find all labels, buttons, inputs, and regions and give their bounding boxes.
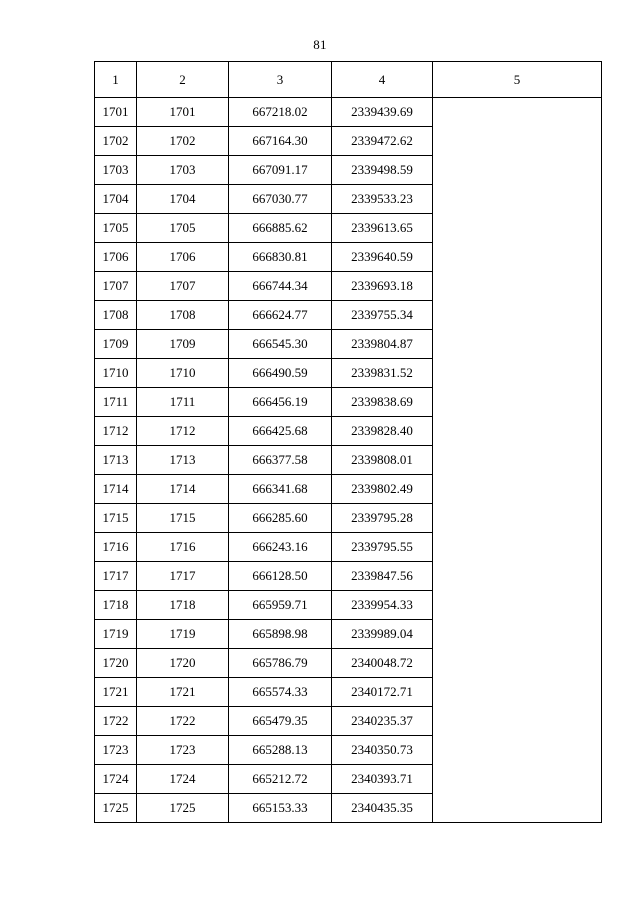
y-coordinate-cell: 2339795.55 (332, 533, 433, 562)
x-coordinate-cell: 666830.81 (229, 243, 332, 272)
y-coordinate-cell: 2339533.23 (332, 185, 433, 214)
x-coordinate-cell: 667164.30 (229, 127, 332, 156)
x-coordinate-cell: 665959.71 (229, 591, 332, 620)
point-id-cell: 1719 (137, 620, 229, 649)
point-number-cell: 1719 (95, 620, 137, 649)
x-coordinate-cell: 665786.79 (229, 649, 332, 678)
point-id-cell: 1724 (137, 765, 229, 794)
point-id-cell: 1701 (137, 98, 229, 127)
x-coordinate-cell: 667030.77 (229, 185, 332, 214)
y-coordinate-cell: 2339439.69 (332, 98, 433, 127)
point-number-cell: 1725 (95, 794, 137, 823)
y-coordinate-cell: 2339804.87 (332, 330, 433, 359)
y-coordinate-cell: 2339795.28 (332, 504, 433, 533)
point-number-cell: 1723 (95, 736, 137, 765)
coordinates-table (94, 61, 602, 823)
header-cell-2: 2 (137, 62, 229, 98)
header-cell-5: 5 (433, 62, 602, 98)
point-id-cell: 1705 (137, 214, 229, 243)
point-id-cell: 1704 (137, 185, 229, 214)
table-body (95, 98, 602, 823)
notes-cell (433, 98, 602, 823)
point-id-cell: 1709 (137, 330, 229, 359)
x-coordinate-cell: 665153.33 (229, 794, 332, 823)
point-id-cell: 1723 (137, 736, 229, 765)
x-coordinate-cell: 665288.13 (229, 736, 332, 765)
header-cell-3: 3 (229, 62, 332, 98)
point-number-cell: 1706 (95, 243, 137, 272)
header-cell-4: 4 (332, 62, 433, 98)
y-coordinate-cell: 2340172.71 (332, 678, 433, 707)
point-id-cell: 1711 (137, 388, 229, 417)
point-id-cell: 1718 (137, 591, 229, 620)
point-id-cell: 1717 (137, 562, 229, 591)
y-coordinate-cell: 2339847.56 (332, 562, 433, 591)
y-coordinate-cell: 2339828.40 (332, 417, 433, 446)
point-id-cell: 1715 (137, 504, 229, 533)
point-id-cell: 1702 (137, 127, 229, 156)
x-coordinate-cell: 665898.98 (229, 620, 332, 649)
x-coordinate-cell: 666377.58 (229, 446, 332, 475)
point-number-cell: 1713 (95, 446, 137, 475)
x-coordinate-cell: 666128.50 (229, 562, 332, 591)
x-coordinate-cell: 666341.68 (229, 475, 332, 504)
point-number-cell: 1712 (95, 417, 137, 446)
point-number-cell: 1717 (95, 562, 137, 591)
x-coordinate-cell: 665574.33 (229, 678, 332, 707)
point-id-cell: 1706 (137, 243, 229, 272)
y-coordinate-cell: 2339472.62 (332, 127, 433, 156)
y-coordinate-cell: 2339989.04 (332, 620, 433, 649)
y-coordinate-cell: 2340393.71 (332, 765, 433, 794)
point-number-cell: 1703 (95, 156, 137, 185)
point-number-cell: 1714 (95, 475, 137, 504)
x-coordinate-cell: 667218.02 (229, 98, 332, 127)
y-coordinate-cell: 2339808.01 (332, 446, 433, 475)
point-id-cell: 1713 (137, 446, 229, 475)
table-header (95, 62, 602, 98)
point-id-cell: 1703 (137, 156, 229, 185)
point-number-cell: 1708 (95, 301, 137, 330)
x-coordinate-cell: 666545.30 (229, 330, 332, 359)
x-coordinate-cell: 667091.17 (229, 156, 332, 185)
y-coordinate-cell: 2339755.34 (332, 301, 433, 330)
point-number-cell: 1704 (95, 185, 137, 214)
x-coordinate-cell: 666456.19 (229, 388, 332, 417)
point-number-cell: 1722 (95, 707, 137, 736)
y-coordinate-cell: 2340435.35 (332, 794, 433, 823)
point-number-cell: 1716 (95, 533, 137, 562)
y-coordinate-cell: 2340235.37 (332, 707, 433, 736)
header-row (95, 62, 602, 98)
page-number: 81 (313, 37, 327, 52)
point-id-cell: 1721 (137, 678, 229, 707)
point-number-cell: 1718 (95, 591, 137, 620)
point-number-cell: 1710 (95, 359, 137, 388)
y-coordinate-cell: 2339838.69 (332, 388, 433, 417)
y-coordinate-cell: 2339693.18 (332, 272, 433, 301)
point-number-cell: 1701 (95, 98, 137, 127)
x-coordinate-cell: 666490.59 (229, 359, 332, 388)
y-coordinate-cell: 2339802.49 (332, 475, 433, 504)
point-id-cell: 1716 (137, 533, 229, 562)
x-coordinate-cell: 665212.72 (229, 765, 332, 794)
x-coordinate-cell: 666744.34 (229, 272, 332, 301)
point-id-cell: 1722 (137, 707, 229, 736)
y-coordinate-cell: 2339640.59 (332, 243, 433, 272)
point-id-cell: 1708 (137, 301, 229, 330)
header-cell-1: 1 (95, 62, 137, 98)
point-id-cell: 1720 (137, 649, 229, 678)
x-coordinate-cell: 666885.62 (229, 214, 332, 243)
x-coordinate-cell: 665479.35 (229, 707, 332, 736)
point-id-cell: 1707 (137, 272, 229, 301)
y-coordinate-cell: 2339954.33 (332, 591, 433, 620)
point-number-cell: 1711 (95, 388, 137, 417)
point-number-cell: 1707 (95, 272, 137, 301)
point-number-cell: 1702 (95, 127, 137, 156)
point-number-cell: 1705 (95, 214, 137, 243)
point-number-cell: 1721 (95, 678, 137, 707)
point-number-cell: 1720 (95, 649, 137, 678)
point-id-cell: 1725 (137, 794, 229, 823)
point-number-cell: 1724 (95, 765, 137, 794)
point-id-cell: 1712 (137, 417, 229, 446)
point-id-cell: 1710 (137, 359, 229, 388)
y-coordinate-cell: 2340350.73 (332, 736, 433, 765)
x-coordinate-cell: 666425.68 (229, 417, 332, 446)
point-id-cell: 1714 (137, 475, 229, 504)
point-number-cell: 1709 (95, 330, 137, 359)
x-coordinate-cell: 666624.77 (229, 301, 332, 330)
y-coordinate-cell: 2339613.65 (332, 214, 433, 243)
table-row (95, 98, 602, 127)
point-number-cell: 1715 (95, 504, 137, 533)
x-coordinate-cell: 666243.16 (229, 533, 332, 562)
y-coordinate-cell: 2340048.72 (332, 649, 433, 678)
x-coordinate-cell: 666285.60 (229, 504, 332, 533)
y-coordinate-cell: 2339831.52 (332, 359, 433, 388)
y-coordinate-cell: 2339498.59 (332, 156, 433, 185)
